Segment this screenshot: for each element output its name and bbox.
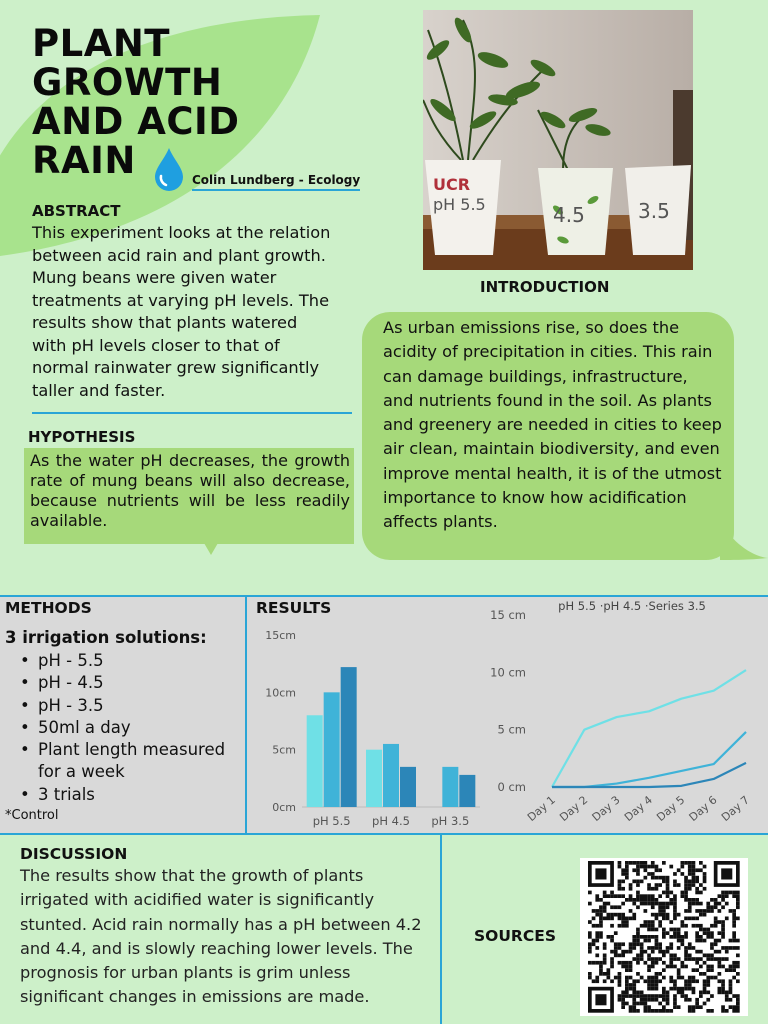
introduction-heading: INTRODUCTION <box>480 278 610 296</box>
title-line: RAIN <box>32 139 136 182</box>
methods-heading: METHODS <box>5 599 92 617</box>
abstract-heading: ABSTRACT <box>32 202 121 220</box>
discussion-heading: DISCUSSION <box>20 845 128 863</box>
bar <box>442 767 458 807</box>
plant-cups-photo <box>423 10 693 270</box>
speech-tail <box>204 543 218 555</box>
divider <box>32 412 352 414</box>
bar <box>459 775 475 807</box>
y-tick-label: 0 cm <box>497 780 526 794</box>
y-tick-label: 15cm <box>265 629 296 642</box>
list-item: • pH - 5.5 <box>20 650 245 672</box>
water-drop-icon <box>152 146 186 192</box>
x-tick-label: pH 5.5 <box>312 814 351 828</box>
sources-qr-code[interactable] <box>580 858 748 1016</box>
title-line: AND ACID <box>32 100 240 143</box>
list-item: • pH - 3.5 <box>20 695 245 717</box>
y-tick-label: 15 cm <box>490 608 526 622</box>
control-note: *Control <box>5 808 59 823</box>
methods-subheading: 3 irrigation solutions: <box>5 628 207 647</box>
cup-label: 3.5 <box>638 199 670 223</box>
x-tick-label: Day 2 <box>557 793 591 825</box>
y-tick-label: 5cm <box>272 743 296 757</box>
x-tick-label: pH 3.5 <box>431 814 470 828</box>
y-tick-label: 0cm <box>272 801 296 814</box>
cup-label: pH 5.5 <box>433 195 486 214</box>
results-heading: RESULTS <box>256 599 332 617</box>
methods-list <box>20 650 245 806</box>
x-tick-label: Day 3 <box>589 793 623 825</box>
bar <box>341 667 357 807</box>
speech-tail <box>720 520 768 560</box>
bar <box>400 767 416 807</box>
series-line <box>552 670 746 787</box>
bar-chart <box>250 620 490 832</box>
cup-print: UCR <box>433 175 471 194</box>
x-tick-label: Day 5 <box>654 793 688 825</box>
bar <box>324 692 340 807</box>
introduction-text: As urban emissions rise, so does the acidity of precipitation in cities. This rain can damage buildings, infrastructure, and nutrients found in the soil. As plants and greenery are needed in cities to keep air clean, maintain biodiversity, and even improve mental health, it is of the utmost importance to know how acidification affects plants. <box>383 318 722 532</box>
list-item: • pH - 4.5 <box>20 672 245 694</box>
x-tick-label: Day 7 <box>718 793 752 825</box>
bar <box>366 750 382 807</box>
hypothesis-text: As the water pH decreases, the growth rate of mung beans will also decrease, because nutrients will be less readily available. <box>30 451 350 530</box>
bar <box>383 744 399 807</box>
y-tick-label: 10 cm <box>490 665 526 680</box>
discussion-text: The results show that the growth of plants irrigated with acidified water is significantly stunted. Acid rain normally has a pH between 4.2 and 4.4, and is slowly reaching lower levels. The prognosis for urban plants is grim unless significant changes in emissions are made. <box>20 866 422 1007</box>
y-tick-label: 5 cm <box>497 722 526 737</box>
list-item: • Plant length measured for a week <box>20 739 245 784</box>
x-tick-label: Day 6 <box>686 793 720 825</box>
legend: pH 5.5 ·pH 4.5 ·Series 3.5 <box>558 599 706 613</box>
line-chart <box>478 596 768 834</box>
bar <box>307 715 323 807</box>
x-tick-label: Day 1 <box>524 793 558 825</box>
x-tick-label: Day 4 <box>621 793 655 825</box>
divider <box>440 835 442 1024</box>
y-tick-label: 10cm <box>265 686 296 700</box>
title-line: PLANT <box>32 22 171 65</box>
series-line <box>552 732 746 787</box>
series-line <box>552 763 746 787</box>
divider <box>245 595 247 835</box>
x-tick-label: pH 4.5 <box>372 814 410 828</box>
list-item: • 50ml a day <box>20 717 245 739</box>
sources-heading: SOURCES <box>474 927 556 945</box>
abstract-text: This experiment looks at the relation between acid rain and plant growth. Mung beans were given water treatments at varying pH levels. The results show that plants watered with pH levels closer to that of normal rainwater grew significantly taller and faster. <box>32 223 331 400</box>
author-line: Colin Lundberg - Ecology <box>192 173 360 191</box>
hypothesis-heading: HYPOTHESIS <box>28 428 136 446</box>
list-item: • 3 trials <box>20 784 245 806</box>
cup-label: 4.5 <box>553 203 585 227</box>
title-line: GROWTH <box>32 61 223 104</box>
